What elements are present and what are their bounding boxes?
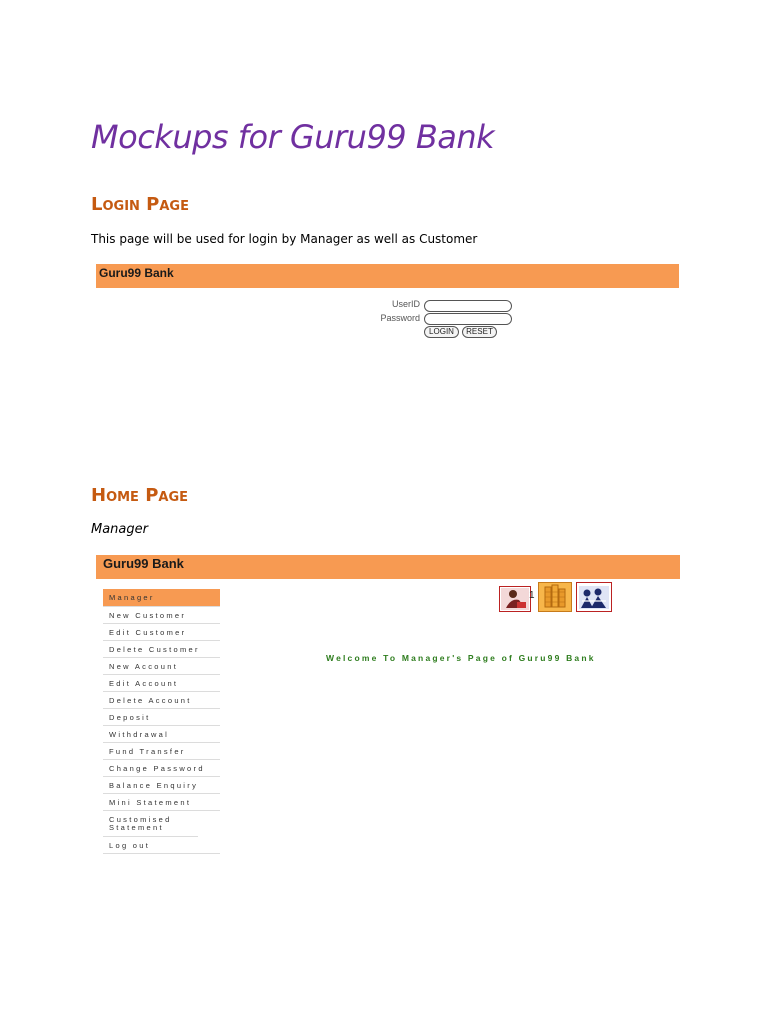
menu-item-new-customer[interactable]: New Customer <box>103 607 220 624</box>
manager-mockup-header <box>96 555 680 579</box>
svg-text:1: 1 <box>529 590 535 601</box>
menu-item-edit-customer[interactable]: Edit Customer <box>103 624 220 641</box>
menu-item-manager[interactable]: Manager <box>103 589 220 607</box>
menu-item-withdrawal[interactable]: Withdrawal <box>103 726 220 743</box>
menu-item-customised-statement[interactable]: Customised Statement <box>103 811 198 837</box>
menu-item-mini-statement[interactable]: Mini Statement <box>103 794 220 811</box>
menu-item-deposit[interactable]: Deposit <box>103 709 220 726</box>
menu-item-change-password[interactable]: Change Password <box>103 760 220 777</box>
welcome-message: Welcome To Manager's Page of Guru99 Bank <box>326 653 596 663</box>
document-title: Mockups for Guru99 Bank <box>91 118 495 156</box>
menu-item-log-out[interactable]: Log out <box>103 837 220 854</box>
manager-mockup-bank-name: Guru99 Bank <box>103 556 184 571</box>
userid-input[interactable] <box>424 300 512 312</box>
coins-illustration-icon <box>538 582 572 617</box>
login-form <box>360 298 520 340</box>
login-mockup-bank-name: Guru99 Bank <box>99 266 174 280</box>
password-input[interactable] <box>424 313 512 325</box>
menu-item-fund-transfer[interactable]: Fund Transfer <box>103 743 220 760</box>
login-section-description: This page will be used for login by Manager as well as Customer <box>91 232 478 246</box>
home-section-subheading: Manager <box>91 522 148 537</box>
login-section-heading: Login Page <box>91 194 189 215</box>
menu-item-new-account[interactable]: New Account <box>103 658 220 675</box>
userid-label: UserID <box>391 299 420 309</box>
menu-item-delete-customer[interactable]: Delete Customer <box>103 641 220 658</box>
reset-button[interactable]: RESET <box>462 326 497 338</box>
menu-item-balance-enquiry[interactable]: Balance Enquiry <box>103 777 220 794</box>
menu-item-edit-account[interactable]: Edit Account <box>103 675 220 692</box>
manager-menu <box>103 589 220 854</box>
login-mockup-header <box>96 264 679 288</box>
menu-item-delete-account[interactable]: Delete Account <box>103 692 220 709</box>
login-button[interactable]: LOGIN <box>424 326 459 338</box>
home-section-heading: Home Page <box>91 485 189 506</box>
manager-illustration-icon <box>499 582 535 617</box>
people-illustration-icon <box>576 582 612 617</box>
password-label: Password <box>380 313 420 323</box>
